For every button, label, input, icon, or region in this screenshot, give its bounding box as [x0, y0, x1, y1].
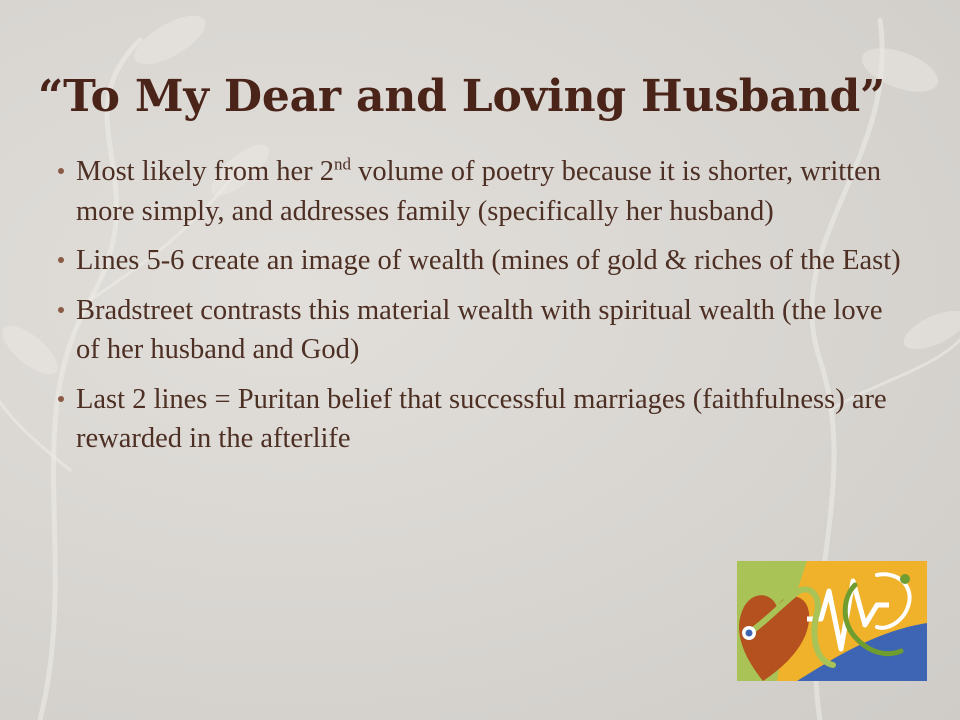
heart-stethoscope-icon [737, 561, 927, 681]
bullet-text: volume of poetry because it is shorter, written more simply, and addresses family (specifically her husband) [76, 156, 881, 227]
bullet-dot [58, 257, 64, 263]
bullet-list [58, 152, 908, 469]
bullet-item [58, 291, 908, 370]
bullet-text: Lines 5-6 create an image of wealth (mines of gold & riches of the East) [76, 245, 901, 276]
bullet-dot [58, 396, 64, 402]
slide-title: “To My Dear and Loving Husband” [38, 71, 886, 122]
bullet-dot [58, 168, 64, 174]
bullet-superscript: nd [334, 154, 352, 174]
bullet-item [58, 241, 908, 281]
bullet-dot [58, 307, 64, 313]
bullet-item [58, 152, 908, 231]
bullet-text: Bradstreet contrasts this material wealth with spiritual wealth (the love of her husband and God) [76, 294, 883, 365]
bullet-text: Last 2 lines = Puritan belief that successful marriages (faithfulness) are rewarded in the afterlife [76, 383, 887, 454]
bullet-item [58, 380, 908, 459]
bullet-text: Most likely from her 2 [76, 156, 335, 187]
